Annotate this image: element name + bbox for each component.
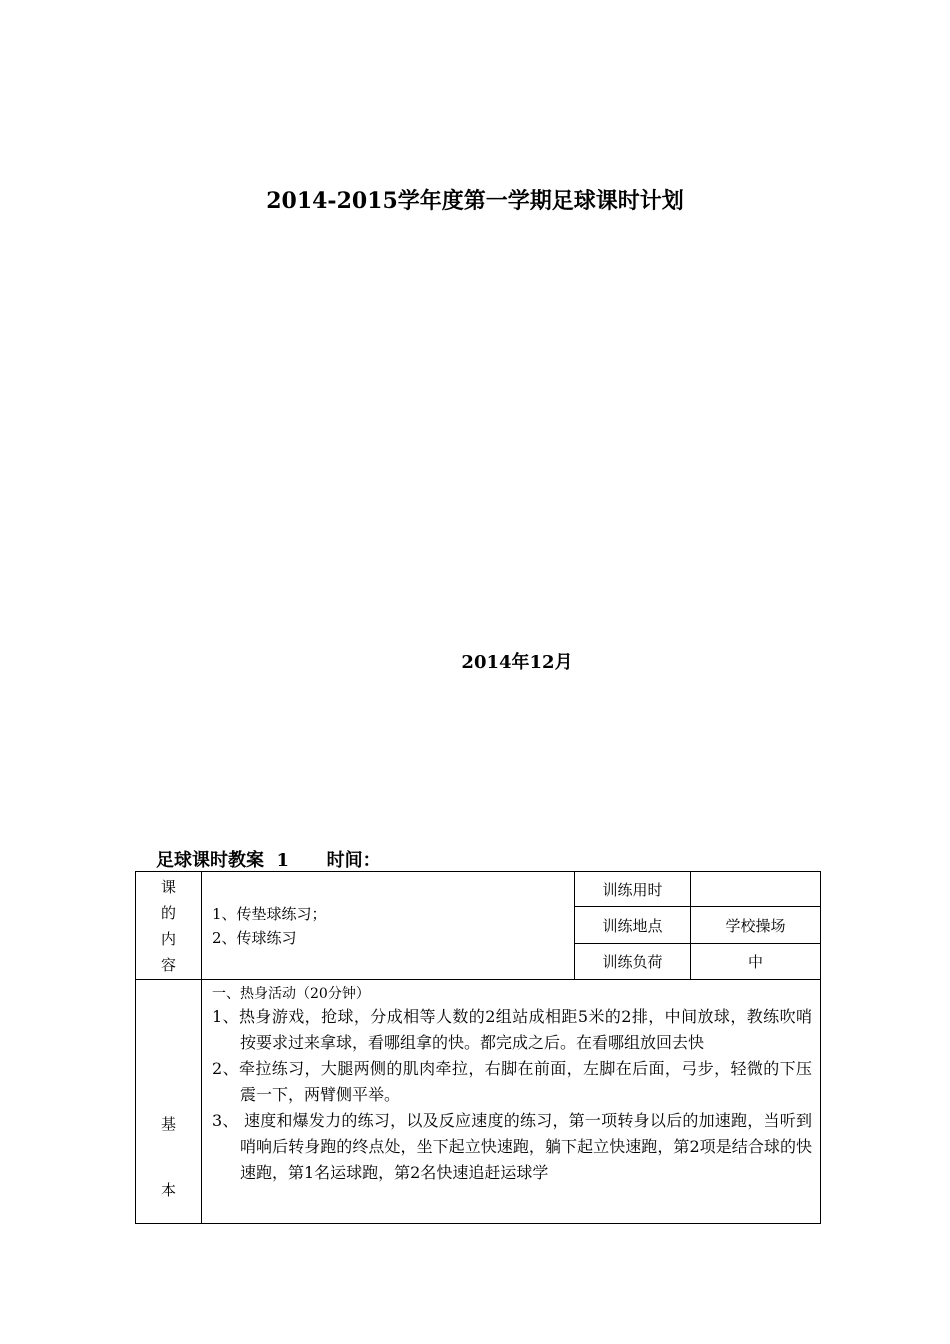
document-date: 2014年12月 [461,652,573,673]
section-title: 一、热身活动（20分钟） [212,986,370,1002]
lesson-plan-table [135,871,821,1224]
content-item: 2、传球练习 [212,928,297,947]
list-item: 2、牵拉练习，大腿两侧的肌肉牵拉，右脚在前面，左脚在后面，弓步，轻微的下压震一下，两臂侧平举。 [212,1059,812,1104]
duration-label: 训练用时 [575,872,691,907]
location-value: 学校操场 [691,907,821,944]
content-label-cell [136,872,202,980]
load-label: 训练负荷 [575,944,691,980]
location-label: 训练地点 [575,907,691,944]
list-item: 3、 速度和爆发力的练习，以及反应速度的练习，第一项转身以后的加速跑，当听到哨响后转身跑的终点处，坐下起立快速跑，躺下起立快速跑，第2项是结合球的快速跑，第1名运球跑，第2名快速追赶运球学 [212,1111,812,1182]
body-cell [202,980,821,1224]
content-label-char: 课 [160,877,176,896]
content-item: 1、传垫球练习； [212,904,327,923]
duration-value [691,872,821,907]
content-label-char: 内 [160,929,176,948]
document-title: 2014-2015学年度第一学期足球课时计划 [266,188,684,214]
part-label-cell [136,980,202,1224]
plan-heading: 足球课时教案 1 时间： [156,850,381,871]
list-item: 1、热身游戏，抢球，分成相等人数的2组站成相距5米的2排，中间放球，教练吹哨按要求过来拿球，看哪组拿的快。都完成之后。在看哪组放回去快 [212,1007,812,1052]
part-label-char: 基 [160,1114,176,1133]
content-label-char: 的 [160,903,176,922]
load-value: 中 [691,944,821,980]
content-cell [202,872,575,980]
content-label-char: 容 [160,955,176,974]
part-label-char: 本 [160,1180,176,1199]
